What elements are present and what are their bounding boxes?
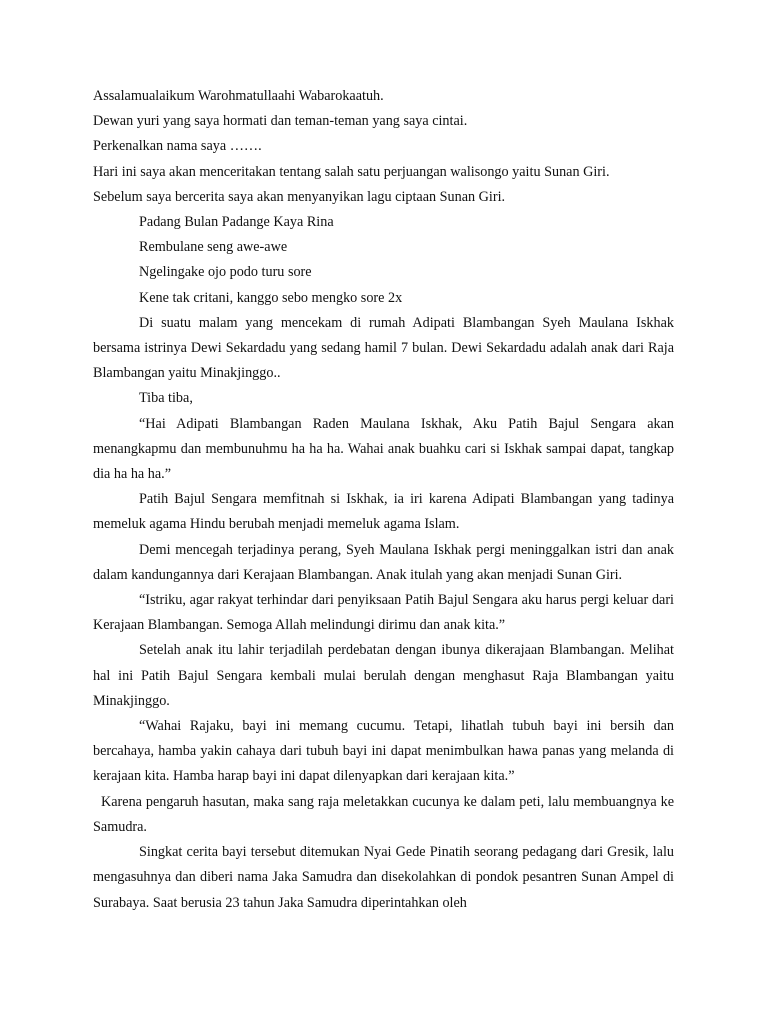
story-paragraph: “Istriku, agar rakyat terhindar dari penyiksaan Patih Bajul Sengara aku harus pergi keluar dari Kerajaan Blambangan. Semoga Allah melindungi dirimu dan anak kita.” bbox=[93, 592, 674, 634]
greeting-line: Assalamualaikum Warohmatullaahi Wabarokaatuh. bbox=[93, 88, 384, 104]
song-line: Padang Bulan Padange Kaya Rina bbox=[139, 214, 334, 231]
topic-line: Hari ini saya akan menceritakan tentang salah satu perjuangan walisongo yaitu Sunan Giri. bbox=[93, 163, 610, 180]
song-line: Rembulane seng awe-awe bbox=[139, 239, 288, 256]
song-line: Kene tak critani, kanggo sebo mengko sore 2x bbox=[139, 289, 403, 306]
story-paragraph: Tiba tiba, bbox=[139, 390, 193, 407]
story-paragraph: Di suatu malam yang mencekam di rumah Adipati Blambangan Syeh Maulana Iskhak bersama istrinya Dewi Sekardadu yang sedang hamil 7 bulan. Dewi Sekardadu adalah anak dari Raja Blambangan yaitu Minakjinggo.. bbox=[93, 314, 674, 382]
story-paragraph: Demi mencegah terjadinya perang, Syeh Maulana Iskhak pergi meninggalkan istri dan anak dalam kandungannya dari Kerajaan Blambangan. Anak itulah yang akan menjadi Sunan Giri. bbox=[93, 541, 674, 583]
introduction-line: Perkenalkan nama saya ……. bbox=[93, 138, 262, 155]
address-line: Dewan yuri yang saya hormati dan teman-teman yang saya cintai. bbox=[93, 113, 468, 130]
song-intro-line: Sebelum saya bercerita saya akan menyanyikan lagu ciptaan Sunan Giri. bbox=[93, 188, 506, 205]
story-paragraph: “Hai Adipati Blambangan Raden Maulana Iskhak, Aku Patih Bajul Sengara akan menangkapmu dan membunuhmu ha ha ha. Wahai anak buahku cari si Iskhak sampai dapat, tangkap dia ha ha ha.” bbox=[93, 415, 674, 483]
story-paragraph: Singkat cerita bayi tersebut ditemukan Nyai Gede Pinatih seorang pedagang dari Gresik, lalu mengasuhnya dan diberi nama Jaka Samudra dan disekolahkan di pondok pesantren Sunan Ampel di Surabaya. Saat berusia 23 tahun Jaka Samudra diperintahkan oleh bbox=[93, 844, 674, 911]
document-body bbox=[93, 84, 674, 916]
story-paragraph: Patih Bajul Sengara memfitnah si Iskhak, ia iri karena Adipati Blambangan yang tadinya memeluk agama Hindu berubah menjadi memeluk agama Islam. bbox=[93, 491, 674, 533]
song-line: Ngelingake ojo podo turu sore bbox=[139, 264, 312, 281]
story-paragraph: Setelah anak itu lahir terjadilah perdebatan dengan ibunya dikerajaan Blambangan. Melihat hal ini Patih Bajul Sengara kembali mulai berulah dengan menghasut Raja Blambangan yaitu Minakjinggo. bbox=[93, 642, 674, 709]
story-paragraph: “Wahai Rajaku, bayi ini memang cucumu. Tetapi, lihatlah tubuh bayi ini bersih dan bercahaya, hamba yakin cahaya dari tubuh bayi ini dapat menimbulkan hawa panas yang melanda di kerajaan kita. Hamba harap bayi ini dapat dilenyapkan dari kerajaan kita.” bbox=[93, 718, 674, 785]
story-paragraph: Karena pengaruh hasutan, maka sang raja meletakkan cucunya ke dalam peti, lalu membuangnya ke Samudra. bbox=[93, 793, 674, 835]
